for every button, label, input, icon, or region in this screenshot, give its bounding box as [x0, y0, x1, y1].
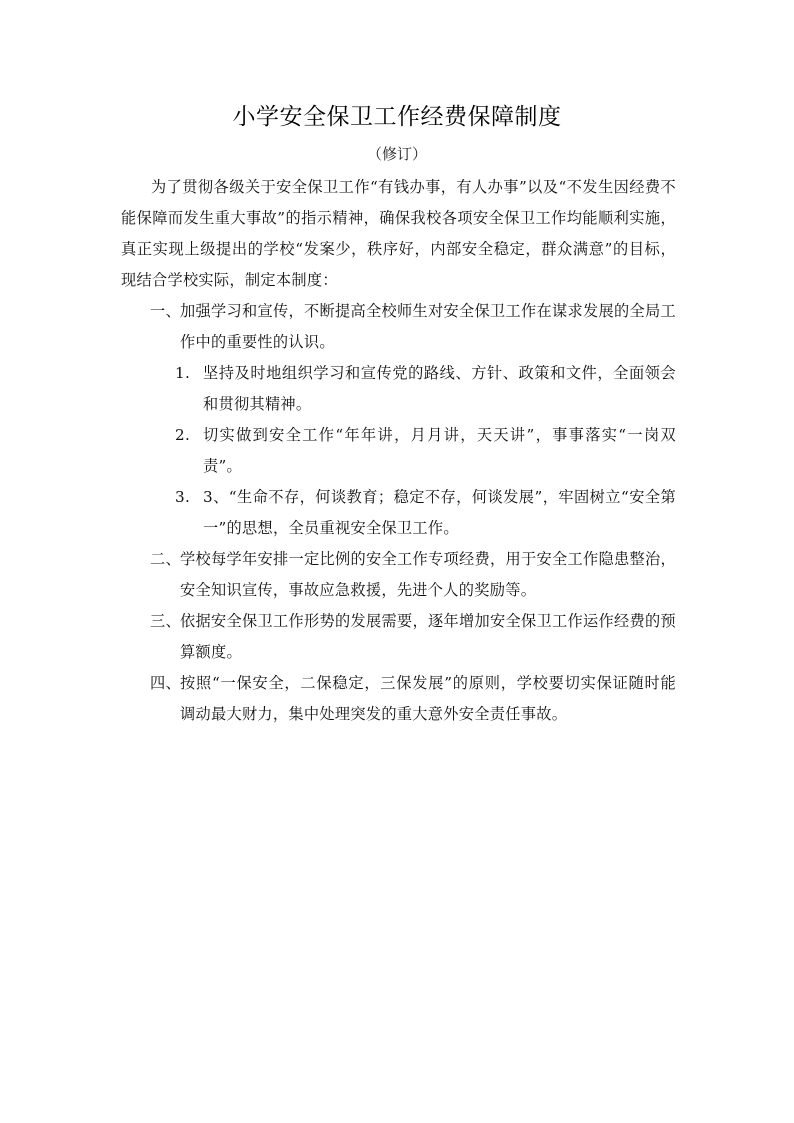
subitem-2: [175, 420, 676, 482]
subitem-1: [175, 358, 676, 420]
subitem-2-text: 切实做到安全工作“年年讲，月月讲，天天讲”，事事落实“一岗双责”。: [203, 426, 676, 475]
subitem-1-marker: 1.: [175, 364, 191, 382]
subitem-2-marker: 2.: [175, 426, 191, 444]
subitem-1-text: 坚持及时地组织学习和宣传党的路线、方针、政策和文件，全面领会和贯彻其精神。: [203, 364, 676, 413]
document-subtitle: （修订）: [366, 145, 427, 163]
section-2-marker: 二、: [150, 550, 181, 568]
section-2-text: 学校每学年安排一定比例的安全工作专项经费，用于安全工作隐患整治，安全知识宣传，事故应急救援，先进个人的奖励等。: [180, 550, 676, 599]
subitem-3-text: 3、“生命不存，何谈教育；稳定不存，何谈发展”，牢固树立“安全第一”的思想，全员重视安全保卫工作。: [203, 488, 676, 537]
subitem-3: [175, 482, 676, 544]
section-1-text: 加强学习和宣传，不断提高全校师生对安全保卫工作在谋求发展的全局工作中的重要性的认识。: [180, 302, 676, 351]
section-1-marker: 一、: [150, 302, 181, 320]
section-4-text: 按照“一保安全，二保稳定，三保发展”的原则，学校要切实保证随时能调动最大财力，集中处理突发的重大意外安全责任事故。: [180, 674, 676, 723]
section-4: [150, 668, 676, 730]
subitem-3-marker: 3.: [175, 488, 191, 506]
section-3-marker: 三、: [150, 612, 181, 630]
intro-paragraph: 为了贯彻各级关于安全保卫工作“有钱办事，有人办事”以及“不发生因经费不能保障而发生重大事故”的指示精神，确保我校各项安全保卫工作均能顺利实施，真正实现上级提出的学校“发案少，秩序好，内部安全稳定，群众满意”的目标，现结合学校实际，制定本制度：: [121, 178, 676, 289]
section-3: [150, 606, 676, 668]
section-3-text: 依据安全保卫工作形势的发展需要，逐年增加安全保卫工作运作经费的预算额度。: [180, 612, 676, 661]
section-1: [150, 296, 676, 358]
document-title: 小学安全保卫工作经费保障制度: [232, 104, 562, 130]
section-4-marker: 四、: [150, 674, 181, 692]
section-2: [150, 544, 676, 606]
